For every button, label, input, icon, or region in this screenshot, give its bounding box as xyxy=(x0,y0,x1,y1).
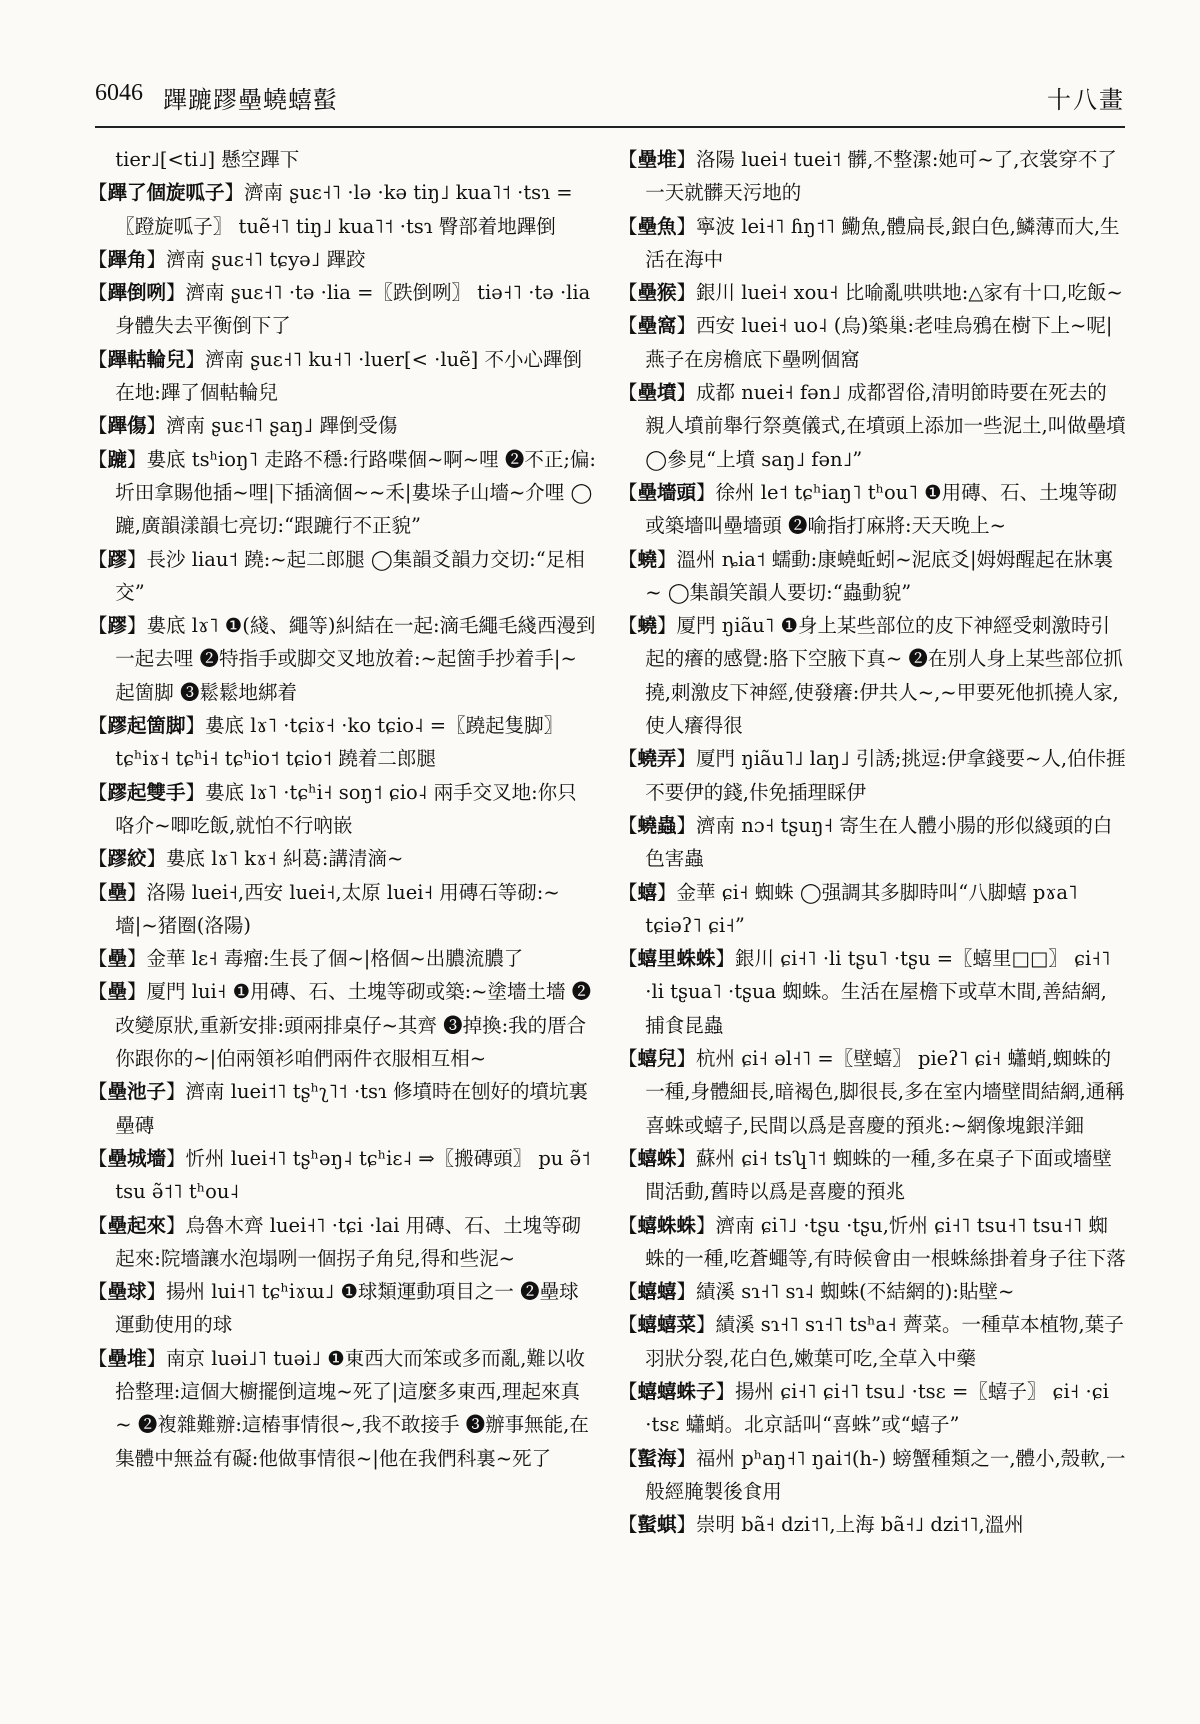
entry-definition: 金華 ɕi˧ 蜘蛛 ◯强調其多脚時叫“八脚蟢 pɤa˥ tɕiəʔ˥ ɕi˧” xyxy=(645,880,1078,937)
entry-definition: 濟南 ʂuɛ˧˥ tɕyə˩ 蹕跤 xyxy=(166,247,366,271)
dictionary-entry xyxy=(88,842,596,875)
section-label: 十八畫 xyxy=(1047,86,1125,114)
dictionary-entry xyxy=(88,1209,596,1276)
entry-headword: 【 蹘絞 】 xyxy=(88,847,166,870)
entry-headword: 【 蟯 】 xyxy=(618,614,677,637)
entry-headword: 【 壘猴 】 xyxy=(618,281,696,304)
dictionary-entry xyxy=(88,942,596,975)
entry-headword: 【 壘 】 xyxy=(88,947,147,970)
entry-headword: 【 壘堆 】 xyxy=(88,1347,166,1370)
entry-headword: 【 蹘起雙手 】 xyxy=(88,781,205,804)
entry-headword: 【 蹕軲輪兒 】 xyxy=(88,348,205,371)
dictionary-entry xyxy=(618,1209,1126,1276)
dictionary-entry xyxy=(88,243,596,276)
entry-definition: 婁底 lɤ˥ ·tɕʰi˧ soŋ˦ ɕio˨ 兩手交叉地:你只咯介~唧吃飯,就怕不行吶嵌 xyxy=(115,780,577,837)
entry-headword: 【 蹕角 】 xyxy=(88,248,166,271)
entry-definition: 福州 pʰaŋ˧˥ ŋai˦(h-) 螃蟹種類之一,體小,殼軟,一般經腌製後食用 xyxy=(645,1446,1126,1503)
entry-headword: 【 壘城墻 】 xyxy=(88,1147,186,1170)
dictionary-entry xyxy=(88,709,596,776)
dictionary-entry xyxy=(618,476,1126,543)
dictionary-entry xyxy=(618,376,1126,476)
dictionary-entry xyxy=(88,1275,596,1342)
dictionary-entry xyxy=(618,609,1126,742)
dictionary-entry xyxy=(88,776,596,843)
dictionary-entry xyxy=(618,1042,1126,1142)
dictionary-entry xyxy=(618,143,1126,210)
entry-headword: 【 蹘 】 xyxy=(88,614,147,637)
dictionary-entry xyxy=(618,276,1126,309)
dictionary-entry xyxy=(618,210,1126,277)
entry-definition: 長沙 liau˦ 蹺:~起二郎腿 ◯集韻爻韻力交切:“足相交” xyxy=(115,547,585,604)
dictionary-entry xyxy=(88,176,596,243)
entry-headword: 【 蹕了個旋呱子 】 xyxy=(88,181,244,204)
entry-headword: 【 壘球 】 xyxy=(88,1280,166,1303)
entry-headword: 【 蟢蛛蛛 】 xyxy=(618,1214,716,1237)
entry-definition: 濟南 ʂuɛ˧˥ ʂaŋ˩ 蹕倒受傷 xyxy=(166,414,398,438)
dictionary-entry xyxy=(88,276,596,343)
entry-headword: 【 蹘起箇脚 】 xyxy=(88,714,205,737)
entry-definition: 績溪 sɿ˧˥ sɿ˧˥ tsʰa˧ 薺菜。一種草本植物,葉子羽狀分裂,花白色,嫩葉可吃,全草入中藥 xyxy=(645,1313,1124,1370)
dictionary-entry xyxy=(88,1075,596,1142)
entry-headword: 【 蟢里蛛蛛 】 xyxy=(618,947,735,970)
entry-definition: 婁底 lɤ˥ ·tɕiɤ˧ ·ko tɕio˨ =〖蹺起隻脚〗 tɕʰiɤ˧ tɕʰi˧ tɕʰio˦ tɕio˦ 蹺着二郎腿 xyxy=(115,714,564,771)
dictionary-entry xyxy=(618,942,1126,1042)
left-column xyxy=(88,143,596,1713)
entry-headword: 【 壘 】 xyxy=(88,980,147,1003)
entry-definition: 濟南 luei˦˥ tʂʰʅ˥˦ ·tsɿ 修墳時在刨好的墳坑裏壘磚 xyxy=(115,1080,589,1137)
entry-headword: 【 蟢蟢 】 xyxy=(618,1280,696,1303)
entry-definition: 銀川 luei˧ xou˧ 比喻亂哄哄地:△家有十口,吃飯~ xyxy=(696,281,1123,305)
running-head-characters: 蹕蹗蹘壘蟯蟢蟚 xyxy=(163,86,338,114)
entry-definition: 厦門 ŋiãu˥˩ laŋ˩ 引誘;挑逗:伊拿錢要~人,伯佧捱不要伊的錢,佧免插理睬伊 xyxy=(645,747,1126,804)
dictionary-entry xyxy=(618,543,1126,610)
entry-definition: 婁底 tsʰioŋ˥ 走路不穩:行路喋個~啊~哩 ❷不正;偏:圻田拿賜他插~哩|下插滴個~~禾|婁垛子山墻~介哩 ◯蹗,廣韻漾韻七亮切:“跟蹗行不正貌” xyxy=(115,447,596,538)
entry-definition: 烏魯木齊 luei˧˥ ·tɕi ·lai 用磚、石、土塊等砌起來:院墻讓水泡塌咧一個拐子角兒,得和些泥~ xyxy=(115,1213,582,1270)
dictionary-entry xyxy=(88,443,596,543)
entry-headword: 【 壘墳 】 xyxy=(618,381,696,404)
entry-definition: 忻州 luei˧˥ tʂʰəŋ˨ tɕʰiɛ˨ ⇒〖搬磚頭〗 pu ə̃˦ tsu ə̃˦˥ tʰou˨ xyxy=(115,1146,591,1204)
entry-definition: 崇明 bã˧ dzi˦˥,上海 bã˧˩ dzi˦˥,溫州 xyxy=(696,1513,1024,1537)
entry-definition: 金華 lɛ˧ 毒瘤:生長了個~|格個~出膿流膿了 xyxy=(146,947,524,971)
dictionary-entry xyxy=(618,809,1126,876)
entry-headword: 【 壘魚 】 xyxy=(618,215,696,238)
dictionary-entry xyxy=(618,1375,1126,1442)
entry-headword: 【 蟢蛛 】 xyxy=(618,1147,696,1170)
entry-headword: 【 蟯 】 xyxy=(618,548,677,571)
entry-definition: 濟南 ɕi˥˩ ·tʂu ·tʂu,忻州 ɕi˧˥ tsu˧˥ tsu˧˥ 蜘蛛的一種,吃蒼蠅等,有時候會由一根蛛絲掛着身子往下落 xyxy=(645,1213,1126,1270)
entry-headword: 【 壘池子 】 xyxy=(88,1080,186,1103)
entry-headword: 【 蟚蜞 】 xyxy=(618,1513,696,1536)
entry-definition: 溫州 ȵia˦ 蠕動:康蟯蚯蚓~泥底爻|姆姆醒起在牀裏~ ◯集韻笑韻人要切:“蟲動貌” xyxy=(645,547,1114,604)
entry-definition: 濟南 ʂuɛ˧˥ ·tə ·lia =〖跌倒咧〗 tiə˧˥ ·tə ·lia 身體失去平衡倒下了 xyxy=(115,281,591,338)
entry-definition: 濟南 nɔ˧ tʂuŋ˧ 寄生在人體小腸的形似綫頭的白色害蟲 xyxy=(645,813,1113,871)
entry-definition: 濟南 ʂuɛ˧˥ ku˧˥ ·luer[< ·luẽ] 不小心蹕倒在地:蹕了個軲輪兒 xyxy=(115,347,582,405)
entry-headword: 【 蟢蟢蛛子 】 xyxy=(618,1380,735,1403)
entry-headword: 【 蟢兒 】 xyxy=(618,1047,696,1070)
dictionary-entry xyxy=(88,543,596,610)
entry-headword: 【 蟢 】 xyxy=(618,881,677,904)
entry-definition: 洛陽 luei˧ tuei˦ 髒,不整潔:她可~了,衣裳穿不了一天就髒天污地的 xyxy=(645,148,1117,205)
page-header xyxy=(95,74,1125,128)
entry-headword: 【 蟯蟲 】 xyxy=(618,814,696,837)
dictionary-entry xyxy=(88,1142,596,1209)
entry-definition: 蘇州 ɕi˧ tsʮ˥˦ 蜘蛛的一種,多在桌子下面或墻壁間活動,舊時以爲是喜慶的預兆 xyxy=(645,1146,1112,1204)
entry-definition: 厦門 ŋiãu˥ ❶身上某些部位的皮下神經受刺激時引起的癢的感覺:胳下空腋下真~ ❷在別人身上某些部位抓撓,刺激皮下神經,使發癢:伊共人~,~甲要死他抓撓人家,使人癢得很 xyxy=(645,614,1123,738)
dictionary-entry xyxy=(618,1308,1126,1375)
entry-definition: 杭州 ɕi˧ əl˧˥ =〖壁蟢〗 pieʔ˥ ɕi˧ 蠨蛸,蜘蛛的一種,身體細長,暗褐色,脚很長,多在室内墻壁間結網,通稱喜蛛或蟢子,民間以爲是喜慶的預兆:~網像塊銀洋鈿 xyxy=(645,1047,1125,1137)
entry-definition: tier˩[<ti˩] 懸空蹕下 xyxy=(115,148,300,171)
entry-definition: 厦門 lui˧ ❶用磚、石、土塊等砌或築:~塗墻土墻 ❷改變原狀,重新安排:頭兩排桌仔~其齊 ❸掉換:我的厝合你跟你的~|伯兩領衫咱們兩件衣服相互相~ xyxy=(115,980,592,1071)
entry-headword: 【 壘堆 】 xyxy=(618,148,696,171)
entry-headword: 【 蹕傷 】 xyxy=(88,414,166,437)
entry-definition: 績溪 sɿ˧˥ sɿ˨ 蜘蛛(不結網的):貼壁~ xyxy=(696,1280,1015,1304)
entry-headword: 【 壘窩 】 xyxy=(618,314,696,337)
dictionary-entry xyxy=(618,876,1126,943)
entry-definition: 婁底 lɤ˥ kɤ˧ 糾葛:講清滴~ xyxy=(166,847,404,871)
dictionary-entry xyxy=(88,1342,596,1475)
dictionary-entry xyxy=(88,409,596,442)
dictionary-entry xyxy=(618,309,1126,376)
entry-definition: 銀川 ɕi˧˥ ·li tʂu˥ ·tʂu =〖蟢里□□〗 ɕi˧˥ ·li tʂua˥ ·tʂua 蜘蛛。生活在屋檐下或草木間,善結網,捕食昆蟲 xyxy=(645,947,1111,1037)
entry-definition: 濟南 ʂuɛ˧˥ ·lə ·kə tiŋ˩ kua˥˦ ·tsɿ =〖蹬旋呱子〗 tuẽ˧˥ tiŋ˩ kua˥˦ ·tsɿ 臀部着地蹕倒 xyxy=(115,181,573,238)
page-number: 6046 xyxy=(95,80,143,106)
dictionary-entry xyxy=(88,975,596,1075)
dictionary-entry xyxy=(88,609,596,709)
entry-headword: 【 壘起來 】 xyxy=(88,1214,186,1237)
entry-definition: 揚州 lui˧˥ tɕʰiɤɯ˩ ❶球類運動項目之一 ❷壘球運動使用的球 xyxy=(115,1280,579,1337)
dictionary-entry xyxy=(88,143,596,176)
dictionary-entry xyxy=(618,1442,1126,1509)
entry-headword: 【 蟯弄 】 xyxy=(618,747,696,770)
entry-headword: 【 壘 】 xyxy=(88,881,147,904)
right-column xyxy=(618,143,1126,1713)
entry-headword: 【 蹘 】 xyxy=(88,548,147,571)
entry-definition: 洛陽 luei˧,西安 luei˧,太原 luei˧ 用磚石等砌:~墻|~猪圈(洛陽) xyxy=(115,880,560,937)
entry-definition: 揚州 ɕi˧˥ ɕi˧˥ tsu˩ ·tsɛ =〖蟢子〗 ɕi˧ ·ɕi ·tsɛ 蠨蛸。北京話叫“喜蛛”或“蟢子” xyxy=(645,1379,1109,1437)
dictionary-entry xyxy=(618,1275,1126,1308)
entry-definition: 西安 luei˧ uo˨ (烏)築巢:老哇烏鴉在樹下上~呢|燕子在房檐底下壘咧個窩 xyxy=(645,314,1113,371)
entry-definition: 成都 nuei˧ fən˩ 成都習俗,清明節時要在死去的親人墳前舉行祭奠儀式,在墳頭上添加一些泥土,叫做壘墳 ◯參見“上墳 saŋ˩ fən˩” xyxy=(645,381,1126,471)
dictionary-entry xyxy=(618,1142,1126,1209)
entry-definition: 婁底 lɤ˥ ❶(綫、繩等)糾結在一起:滴毛繩毛綫西漫到一起去哩 ❷特指手或脚交叉地放着:~起箇手抄着手|~起箇脚 ❸鬆鬆地綁着 xyxy=(115,614,596,704)
entry-headword: 【 蟢蟢菜 】 xyxy=(618,1313,716,1336)
entry-headword: 【 蹕倒咧 】 xyxy=(88,281,186,304)
entry-headword: 【 蹗 】 xyxy=(88,448,147,471)
entry-definition: 寧波 lei˧˥ ɦŋ˦˥ 鰳魚,體扁長,銀白色,鱗薄而大,生活在海中 xyxy=(645,214,1120,271)
dictionary-entry xyxy=(618,742,1126,809)
dictionary-entry xyxy=(88,876,596,943)
dictionary-entry xyxy=(88,343,596,410)
entry-definition: 南京 luəi˩˥ tuəi˩ ❶東西大而笨或多而亂,難以收拾整理:這個大櫥擺倒這塊~死了|這麼多東西,理起來真~ ❷複雜難辦:這樁事情很~,我不敢接手 ❸辦事無能,在集體中無益有礙:他做事情很~|他在我們科裏~死了 xyxy=(115,1346,589,1470)
entry-headword: 【 壘墻頭 】 xyxy=(618,481,716,504)
dictionary-entry xyxy=(618,1508,1126,1541)
entry-headword: 【 蟚海 】 xyxy=(618,1447,696,1470)
entry-definition: 徐州 le˦ tɕʰiaŋ˥ tʰou˥ ❶用磚、石、土塊等砌或築墻叫壘墻頭 ❷喻指打麻將:天天晚上~ xyxy=(645,480,1118,538)
